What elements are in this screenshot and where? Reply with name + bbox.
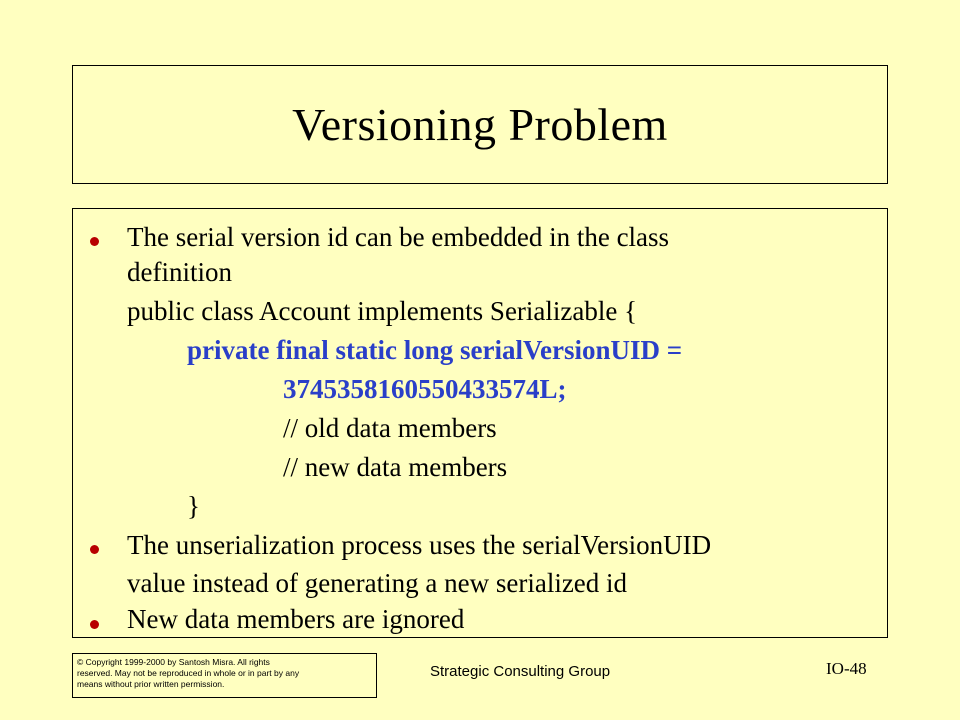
- company-name: Strategic Consulting Group: [430, 663, 611, 680]
- page-number: IO-48: [826, 659, 867, 678]
- bullet-icon: [90, 237, 99, 246]
- bullet-icon: [90, 620, 99, 629]
- copyright-line: means without prior written permission.: [77, 679, 225, 689]
- bullet1-line1: The serial version id can be embedded in the class: [127, 222, 670, 252]
- content-box: [72, 208, 888, 638]
- code-line-uid-value: 3745358160550433574L;: [283, 374, 567, 404]
- bullet2-line2: value instead of generating a new serialized id: [127, 568, 628, 598]
- copyright-line: reserved. May not be reproduced in whole or in part by any: [77, 668, 300, 678]
- bullet1-line2: definition: [127, 257, 232, 287]
- code-line-close-brace: }: [187, 491, 200, 521]
- code-line-class: public class Account implements Serializable {: [127, 296, 638, 326]
- bullet3-line1: New data members are ignored: [127, 604, 465, 634]
- code-line-new-members: // new data members: [283, 452, 508, 482]
- code-line-old-members: // old data members: [283, 413, 497, 443]
- code-line-uid-decl: private final static long serialVersionUID =: [187, 335, 683, 365]
- copyright-line: © Copyright 1999-2000 by Santosh Misra. All rights: [77, 657, 270, 667]
- bullet-icon: [90, 545, 99, 554]
- title-box: [72, 65, 888, 184]
- slide-title: Versioning Problem: [292, 99, 668, 150]
- bullet2-line1: The unserialization process uses the serialVersionUID: [127, 530, 712, 560]
- copyright-box: [72, 653, 377, 698]
